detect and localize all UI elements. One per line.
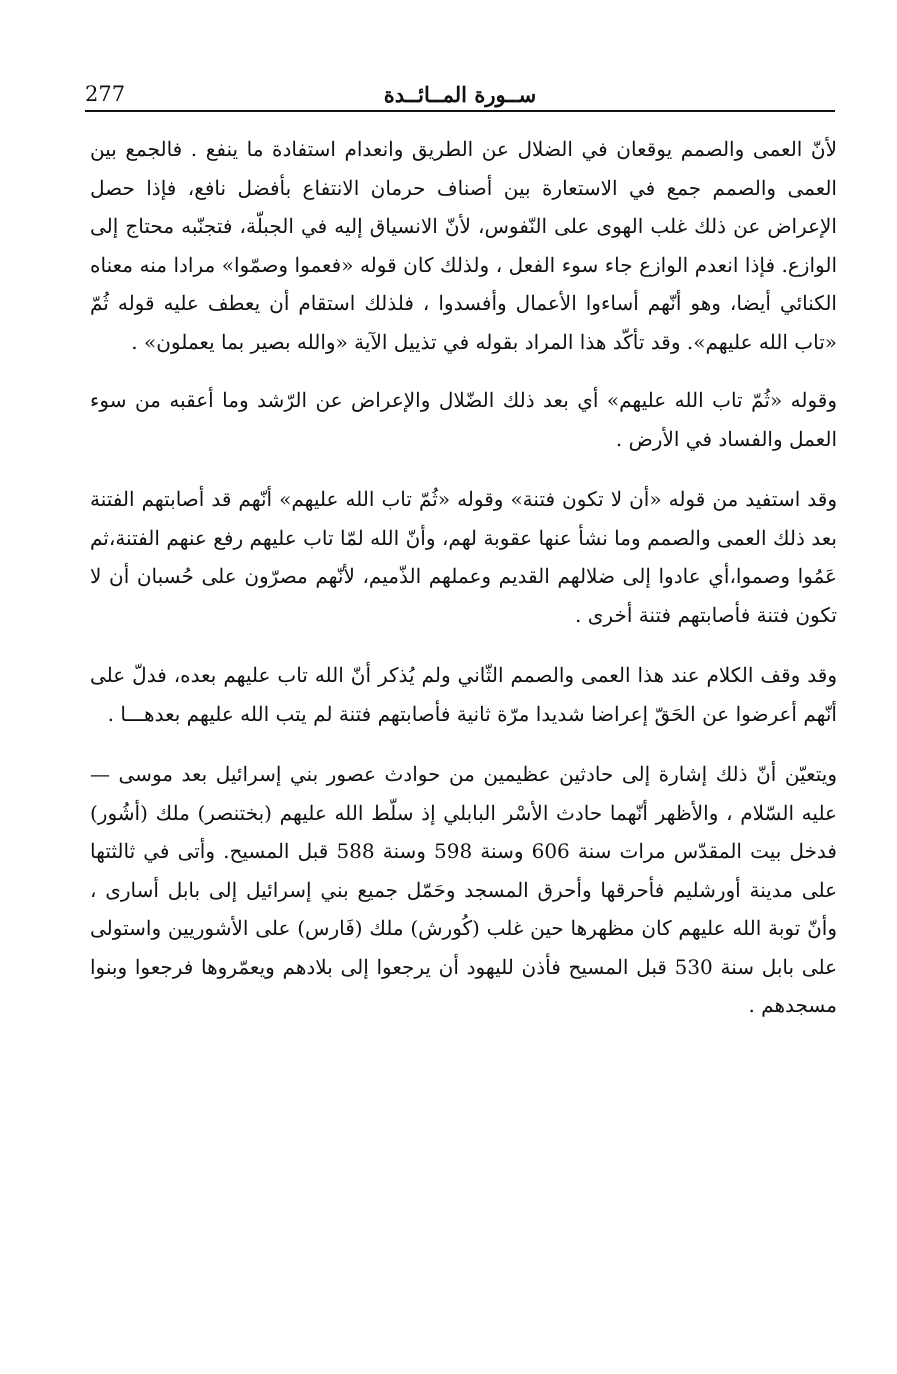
body-text [90, 130, 837, 1047]
paragraph: وقد استفيد من قوله «أن لا تكون فتنة» وقوله «ثُمّ تاب الله عليهم» أنّهم قد أصابتهم الفتنة بعد ذلك العمى والصمم وما نشأ عنها عقوبة لهم، وأنّ الله لمّا تاب عليهم رفع عنهم الفتنة،ثم عَمُوا وصموا،أي عادوا إلى ضلالهم القديم وعملهم الذّميم، لأنّهم مصرّون على حُسبان أن لا تكون فتنة فأصابتهم فتنة أخرى . [90, 487, 837, 627]
paragraph: لأنّ العمى والصمم يوقعان في الضلال عن الطريق وانعدام استفادة ما ينفع . فالجمع بين العمى والصمم جمع في الاستعارة بين أصناف حرمان الانتفاع بأفضل نافع، فإذا حصل الإعراض عن ذلك غلب الهوى على النّفوس، لأنّ الانسياق إليه في الجبلّة، فتجنّبه محتاج إلى الوازع. فإذا انعدم الوازع جاء سوء الفعل ، ولذلك كان قوله «فعموا وصمّوا» مرادا منه معناه الكنائي أيضا، وهو أنّهم أساءوا الأعمال وأفسدوا ، فلذلك استقام أن يعطف عليه قوله ثُمّ «تاب الله عليهم». وقد تأكّد هذا المراد بقوله في تذييل الآية «والله بصير بما يعملون» . [90, 137, 837, 354]
paragraph: ويتعيّن أنّ ذلك إشارة إلى حادثين عظيمين من حوادث عصور بني إسرائيل بعد موسى — عليه السّلام ، والأظهر أنّهما حادث الأسْر البابلي إذ سلّط الله عليهم (بختنصر) ملك (أشُور) فدخل بيت المقدّس مرات سنة 606 وسنة 598 وسنة 588 قبل المسيح. وأتى في ثالثتها على مدينة أورشليم فأحرقها وأحرق المسجد وحَمّل جميع بني إسرائيل إلى بابل أسارى ، وأنّ توبة الله عليهم كان مظهرها حين غلب (كُورش) ملك (فَارس) على الأشوريين واستولى على بابل سنة 530 قبل المسيح فأذن لليهود أن يرجعوا إلى بلادهم ويعمّروها فرجعوا وبنوا مسجدهم . [90, 762, 838, 1017]
header-rule [85, 110, 835, 112]
page-header [85, 82, 835, 110]
running-title: ســورة المــائــدة [383, 82, 537, 107]
paragraph: وقوله «ثُمّ تاب الله عليهم» أي بعد ذلك الضّلال والإعراض عن الرّشد وما أعقبه من سوء العمل والفساد في الأرض . [90, 388, 837, 451]
page-number: 277 [85, 82, 126, 106]
paragraph: وقد وقف الكلام عند هذا العمى والصمم الثّاني ولم يُذكر أنّ الله تاب عليهم بعده، فدلّ على أنّهم أعرضوا عن الحَقّ إعراضا شديدا مرّة ثانية فأصابتهم فتنة لم يتب الله عليهم بعدهـــا . [90, 663, 837, 726]
